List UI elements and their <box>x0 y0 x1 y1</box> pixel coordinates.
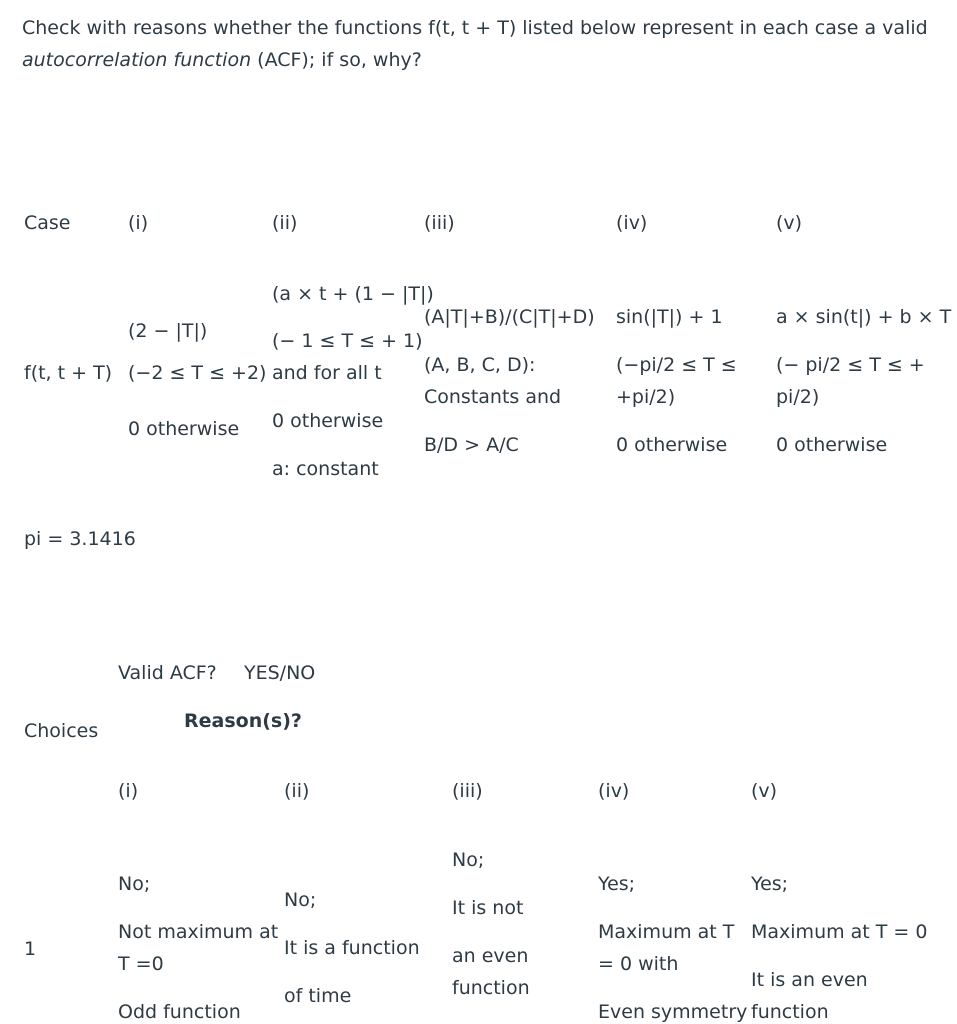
function-iii-condition: B/D > A/C <box>424 434 519 456</box>
choice-col-v: (v) <box>751 780 778 802</box>
case-col-v: (v) <box>776 212 803 234</box>
choice-v-reason-3: function <box>751 1001 829 1023</box>
function-iv-expression: sin(|T|) + 1 <box>616 306 723 328</box>
function-row-label: f(t, t + T) <box>24 362 113 384</box>
choice-v-reason-1: Maximum at T = 0 <box>751 921 928 943</box>
choice-ii-answer: No; <box>284 889 317 911</box>
reasons-label: Reason(s)? <box>184 710 302 732</box>
case-col-iii: (iii) <box>424 212 455 234</box>
choice-v-answer: Yes; <box>751 873 789 895</box>
choice-iii-reason-2: an even <box>452 945 529 967</box>
case-col-iv: (iv) <box>616 212 648 234</box>
valid-acf-options: YES/NO <box>244 662 316 684</box>
choice-ii-reason-2: of time <box>284 985 352 1007</box>
choice-ii-reason-1: It is a function <box>284 937 420 959</box>
function-v-otherwise: 0 otherwise <box>776 434 888 456</box>
choice-i-reason-1: Not maximum at <box>118 921 279 943</box>
choice-iv-reason-1: Maximum at T <box>598 921 735 943</box>
choice-iv-reason-3: Even symmetry <box>598 1001 748 1023</box>
choice-col-iii: (iii) <box>452 780 483 802</box>
choice-v-reason-2: It is an even <box>751 969 868 991</box>
function-iv-otherwise: 0 otherwise <box>616 434 728 456</box>
choice-iii-reason-1: It is not <box>452 897 524 919</box>
choice-col-iv: (iv) <box>598 780 630 802</box>
function-ii-range: (− 1 ≤ T ≤ + 1) <box>272 330 423 352</box>
intro-term: autocorrelation function <box>22 49 252 71</box>
function-ii-all-t: and for all t <box>272 362 382 384</box>
function-v-range: (− pi/2 ≤ T ≤ + <box>776 354 925 376</box>
function-iii-constants-and: Constants and <box>424 386 562 408</box>
function-ii-constant: a: constant <box>272 458 379 480</box>
choice-row-number: 1 <box>24 938 37 960</box>
choice-iii-answer: No; <box>452 849 485 871</box>
choice-i-reason-3: Odd function <box>118 1001 241 1023</box>
choice-iii-reason-3: function <box>452 977 530 999</box>
case-col-ii: (ii) <box>272 212 298 234</box>
function-ii-expression: (a × t + (1 − |T|) <box>272 283 434 305</box>
function-v-expression: a × sin(t|) + b × T <box>776 306 952 328</box>
function-ii-otherwise: 0 otherwise <box>272 410 384 432</box>
function-iii-constants: (A, B, C, D): <box>424 354 536 376</box>
choices-label: Choices <box>24 720 99 742</box>
choice-iv-answer: Yes; <box>598 873 636 895</box>
valid-acf-label: Valid ACF? <box>118 662 217 684</box>
intro-line-2-rest: (ACF); if so, why? <box>251 49 422 71</box>
function-i-expression: (2 − |T|) <box>128 320 208 342</box>
function-i-range: (−2 ≤ T ≤ +2) <box>128 362 267 384</box>
function-iv-range: (−pi/2 ≤ T ≤ <box>616 354 737 376</box>
case-label: Case <box>24 212 71 234</box>
choice-col-ii: (ii) <box>284 780 310 802</box>
function-i-otherwise: 0 otherwise <box>128 418 240 440</box>
choice-col-i: (i) <box>118 780 139 802</box>
choice-iv-reason-2: = 0 with <box>598 953 679 975</box>
function-v-range-end: pi/2) <box>776 386 820 408</box>
intro-line-1: Check with reasons whether the functions f(t, t + T) listed below represent in each case a valid <box>22 17 928 39</box>
intro-line-2 <box>22 44 422 76</box>
choice-i-answer: No; <box>118 873 151 895</box>
choice-i-reason-2: T =0 <box>118 953 164 975</box>
function-iii-expression: (A|T|+B)/(C|T|+D) <box>424 306 595 328</box>
function-iv-range-end: +pi/2) <box>616 386 676 408</box>
case-col-i: (i) <box>128 212 149 234</box>
pi-note: pi = 3.1416 <box>24 528 136 550</box>
